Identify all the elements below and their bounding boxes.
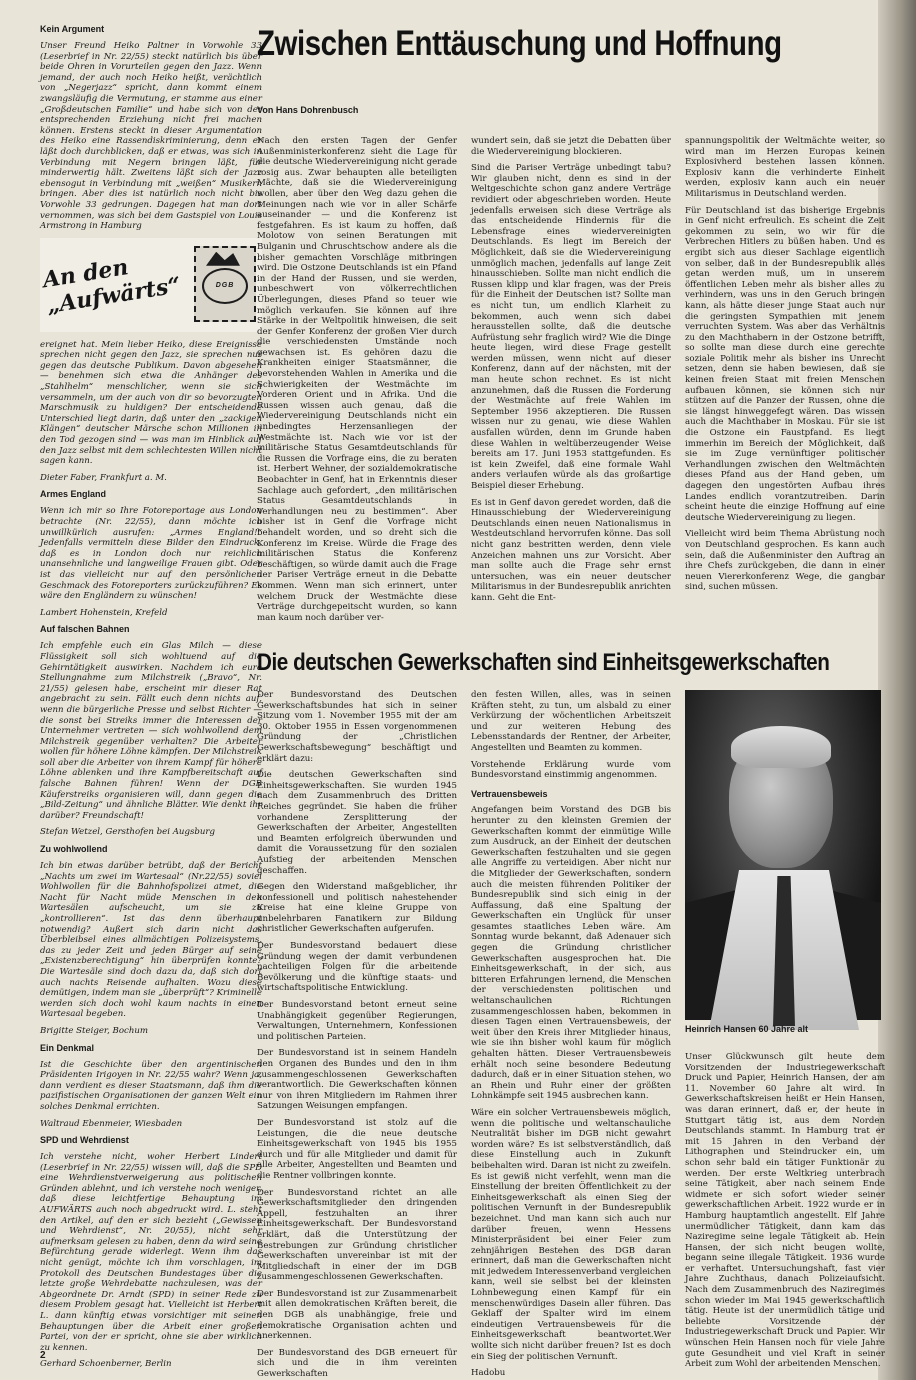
paragraph: Wäre ein solcher Vertrauensbeweis möglich, wenn die politische und weltanschauliche Neutralität bisher im DGB nicht gewahrt worden wäre? Es ist selbstverständlich, daß diese Einstellung auch in Zukunft beibehalten wird. Daran ist nicht zu zweifeln. Es ist gewiß nicht verfehlt, wenn man die Einstellung der breiten Öffentlichkeit zu der Einheitsgewerkschaft als einen Sieg der politischen Vernunft in der Bundesrepublik bezeichnet. Und man kann sich auch nur darüber freuen, wenn Hessens Ministerpräsident bei einer Feier zum zehnjährigen Bestehen des DGB daran erinnert, daß man die Gewerkschaften nicht mit jedwedem Interessenverband vergleichen kann, weil sie selbst bei der kleinsten Lohnbewegung einen Kampf für ein menschenwürdiges Dasein aller führen. Das Geklaff der Spalter wird im einem eindeutigen Vertrauensbeweis für die Einheitsgewerkschaft beantwortet.Wer wollte sich nicht darüber freuen? Ist es doch ein Sieg der politischen Vernunft. [471,1107,671,1362]
letter-body: Ich verstehe nicht, woher Herbert Lindert (Leserbrief in Nr. 22/55) wissen will, daß die SPD eine Wehrdienstverweigerung aus politischen Gründen ablehnt, und ich verstehe noch weniger, daß diese leichtfertige Behauptung im AUFWÄRTS auch noch abgedruckt wird. L. steht den Artikel, auf den er sich bezieht („Gewissen und Wehrdienst“, Nr. 20/55), nicht sehr aufmerksam gelesen zu haben, denn da wird seine Befürchtung gerade widerlegt. Wenn ihm das nicht genügt, möchte ich ihm vorschlagen, im Protokoll des Deutschen Bundestages über die letzte große Wehrdebatte nachzulesen, was der Abgeordnete Dr. Arndt (SPD) in seiner Rede zu diesem Problem gesagt hat. Vielleicht ist Herbert L. dann künftig etwas vorsichtiger mit seinen Behauptungen über die Arbeit einer großen Partei, von der er spricht, ohne sie aber wirklich zu kennen. [40,1152,262,1353]
paragraph: Sind die Pariser Verträge unbedingt tabu? Wir glauben nicht, denn es sind in der Weltgeschichte schon ganz andere Verträge revidiert oder abgeschrieben worden. Heute jedenfalls erweisen sich diese Verträge als das entscheidende Hindernis für die Lebensfrage eines wiedervereinigten Deutschlands. Es liegt im Bereich der Möglichkeit, daß sie die Wiedervereinigung unmöglich machen, jedenfalls auf lange Zeit hinausschieben. Sollte man nicht endlich die Russen klipp und klar fragen, was der Preis für die Einheit der Deutschen ist? Sollte man es nicht tun, um endlich Klarheit zu bekommen, auch wenn sich dabei herausstellen sollte, daß die deutsche Aufrüstung sehr fraglich wird? Wie die Dinge heute liegen, wird diese Frage gestellt werden müssen, wenn nicht auf dieser Konferenz, dann auf der nächsten, mit der man heute schon rechnet. Es ist nicht anzunehmen, daß die Russen die Forderung der Westmächte auf freie Wahlen im September 1956 akzeptieren. Die Russen wissen nur zu genau, wie diese Wahlen ausfallen würden, denn im Grunde haben diese Wahlen in weltüberzeugender Weise bereits am 17. Juni 1953 stattgefunden. Es ist kein Zweifel, daß eine formale Wahl anders verlaufen würde als das großartige Beispiel dieser Erhebung. [471,163,671,491]
letter-body: Ich empfehle euch ein Glas Milch — diese Flüssigkeit soll sich wohltuend auf die Gehirntätigkeit auswirken. Nachdem ich eure Stellungnahme zum Milchstreik („Bravo“, Nr. 21/55) gelesen habe, erscheint mir dieser Rat angebracht zu sein. Fällt euch denn nichts auf, wenn die bürgerliche Presse und selbst Richter — die sonst bei Streiks immer die Interessen der Unternehmer vertreten — sich wohlwollend dem Milchstreik gegenüber verhalten? Die Arbeiter wollen für höhere Löhne kämpfen. Der Milchstreik soll aber die Arbeiter von ihrem Kampf für höhere Löhne ablenken und ihre Kampfbereitschaft auf falsche Bahnen führen! Wenn der DGB Käuferstreiks organisieren will, dann gegen die „Bild-Zeitung“ und ähnliche Blätter. Wie denkt ihr darüber? Freundschaft! [40,641,262,821]
portrait-photo [685,690,881,1018]
paragraph: Der Bundesvorstand des Deutschen Gewerkschaftsbundes hat sich in seiner Sitzung vom 1. November 1955 mit der am 30. Oktober 1955 in Essen vorgenommenen Gründung der „Christlichen Gewerkschaftsbewegung“ beschäftigt und erklärt dazu: [257,690,457,764]
section-subhead: Vertrauensbeweis [471,788,548,799]
letter-signature: Gerhard Schoenberner, Berlin [40,1359,172,1370]
photo-hair [731,726,831,768]
paragraph: Für Deutschland ist das bisherige Ergebnis in Genf nicht erfreulich. Es scheint die Zeit gekommen zu sein, wo wir für die Verbrechen Hitlers zu büßen haben. Und es ergibt sich aus dieser Sachlage eigentlich von selber, daß in der Bundesrepublik alles getan werden muß, um in unserem öffentlichen Leben mehr als bisher alles zu verhindern, was uns in den Geruch bringen kann, als hätte dieser junge Staat auch nur die geringsten Sympathien mit jenem verruchten System. Was aber das Verhältnis zu den Machthabern in der Ostzone betrifft, so sollte man diese durch eine gerechte soziale Politik mehr als bisher ins Unrecht setzen, denn sie haben bewiesen, daß sie keinen freien Staat mit freien Menschen aufbauen können, sie können sich nur stützen auf die Panzer der Russen, ohne die sie längst hinweggefegt wären. Das wissen auch die Machthaber in Moskau. Für sie ist die Ostzone ein Faustpfand. Es liegt immerhin im Bereich der Möglichkeit, daß sie im Zuge vernünftiger politischer Verhandlungen zwischen den Weltmächten dieses Pfand aus der Hand geben, um dagegen den ungestörten Aufbau ihres Landes endlich vorantzutreiben. Darin scheint heute die einzige Hoffnung auf eine deutsche Wiedervereinigung zu liegen. [685,205,885,523]
paragraph: Der Bundesvorstand ist in seinem Handeln den Organen des Bundes und den in ihm zusammengeschlossenen Gewerkschaften verantwortlich. Die Gewerkschaften können nur von ihren Mitgliedern im Rahmen ihrer Satzungen Weisungen empfangen. [257,1048,457,1112]
letter-heading: Zu wohlwollend [40,844,108,855]
letter [40,1043,262,1130]
paragraph: Gegen den Widerstand maßgeblicher, ihr konfessionell und politisch nahestehender Kreise hat eine kleine Gruppe von unbelehrbaren Fanatikern zur Bildung christlicher Gewerkschaften aufgerufen. [257,882,457,935]
paragraph: Der Bundesvorstand richtet an alle Gewerkschaftsmitglieder den dringenden Appell, festzuhalten an ihrer Einheitsgewerkschaft. Der Bundesvorstand erklärt, daß die Unterstützung der Bestrebungen zur Gründung christlicher Gewerkschaften unvereinbar ist mit der Mitgliedschaft in einer der im DGB zusammengeschlossenen Gewerkschaften. [257,1187,457,1283]
paragraph: wundert sein, daß sie jetzt die Debatten über die Wiedervereinigung blockieren. [471,136,671,157]
letter [40,1135,262,1370]
paragraph: Nach den ersten Tagen der Genfer Außenministerkonferenz sieht die Lage für die deutsche Wiedervereinigung nicht gerade rosig aus. Zwar behaupten alle beteiligten Mächte, daß sie die Wiedervereinigung wollen, aber über den Weg dazu gehen die Meinungen nach wie vor in aller Schärfe auseinander — und die Konferenz ist festgefahren. Es ist kaum zu hoffen, daß Molotow von seinen Beratungen mit Bulganin und Chruschtschow andere als die bisher gemachten Vorschläge mitbringen wird. Die Ostzone Deutschlands ist ein Pfand in der Hand der Russen, und sie werden, unbeschwert von völkerrechtlichen Überlegungen, dieses Pfand so teuer wie möglich verkaufen. Sie können auf ihre Stärke in der Weltpolitik hinweisen, die seit der Genfer Konferenz der großen Vier durch die verschiedensten Umstände noch gewachsen ist. Es gehören dazu die Krankheiten einiger Staatsmänner, die bevorstehenden Wahlen in Amerika und die Schwierigkeiten der Westmächte im Vorderen Orient und in Afrika. Und die Russen wissen auch genau, daß die Wiedervereinigung Deutschlands nicht ein unbedingtes Herzensanliegen der Westmächte ist. Nach wie vor ist der militärische Status Gesamtdeutschlands für die Russen die Vorfrage eins, die zu beraten ist. Herbert Wehner, der sozialdemokratische Beobachter in Genf, hat in Erkenntnis dieser Sachlage auch gefordert, „den militärischen Status Gesamtdeutschlands in Verhandlungen neu zu bestimmen“. Aber bisher ist in Genf die Vorfrage nicht behandelt worden, und so dreht sich die Konferenz im Kreise. Würde die Frage des militärischen Status die Konferenz beschäftigen, so würde damit auch die Frage der Pariser Verträge erneut in die Debatte kommen. Wenn man sich erinnert, unter welchem Druck der Westmächte diese Verträge durchgepeitscht wurden, so kann man kaum noch darüber ver- [257,136,457,623]
letter [40,24,262,232]
paragraph: Der Bundesvorstand bedauert diese Gründung wegen der damit verbundenen nachteiligen Folgen für die arbeitende Bevölkerung und die künftige staats- und wirtschaftspolitische Entwicklung. [257,941,457,994]
letter-signature: Dieter Faber, Frankfurt a. M. [40,472,167,483]
paragraph: Angefangen beim Vorstand des DGB bis herunter zu den kleinsten Gremien der Gewerkschaften kommt der einmütige Wille zum Ausdruck, an der Einheit der deutschen Gewerkschaften festzuhalten und sie gegen alle Angriffe zu verteidigen. Aber nicht nur die Mitglieder der Gewerkschaften, sondern auch die meisten führenden Politiker der Bundesrepublik sind sich einig in der Auffassung, daß eine Spaltung der Gewerkschaften ein Unglück für unser gesamtes staatliches Leben wäre. Am Sonntag wurde bekannt, daß Adenauer sich gegen die Gründung christlicher Gewerkschaften ausgesprochen hat. Die Einheitsgewerkschaft, in der sich, aus bitteren Erfahrungen lernend, die Menschen der verschiedensten politischen und weltanschaulichen Richtungen zusammengeschlossen haben, bekommen in diesen Tagen einen Vertrauensbeweis, der weit über den Kreis ihrer Mitglieder hinaus, wie sie ihn bisher wohl kaum für möglich gehalten hätten. Dieser Vertrauensbeweis erhält noch seine besondere Bedeutung dadurch, daß er in einer Situation stehen, wo an Rhein und Ruhr einer der größten Lohnkämpfe seit 1945 ausbrechen kann. [471,805,671,1102]
letter-body: Ich bin etwas darüber betrübt, daß der Bericht „Nachts um zwei im Wartesaal“ (Nr.22/55) soviel Wohlwollen für die Bahnhofspolizei atmet, die Nacht für Nacht müde Menschen in den Wartesälen aufscheucht, um sie zu „kontrollieren“. Ist das denn überhaupt notwendig? Außert sich darin nicht das Überbleibsel eines allmächtigen Polizeisystems, das zu jeder Zeit und jeden Bürger auf seine „Existenzberechtigung“ hin überprüfen konnte? Die Wartesäle sind doch dazu da, daß sich dort auch nachts Reisende aufhalten. Wozu diese demütigen, indem man sie „überprüft“? Kriminelle werden sich doch wohl kaum nachts in einen Wartesaal begeben. [40,861,262,1020]
paragraph: Der Bundesvorstand betont erneut seine Unabhängigkeit gegenüber Regierungen, Verwaltungen, Unternehmern, Konfessionen und politischen Parteien. [257,1000,457,1042]
letter-signature: Stefan Wetzel, Gersthofen bei Augsburg [40,827,216,838]
paragraph: Der Bundesvorstand des DGB erneuert für sich und die in ihm vereinten Gewerkschaften [257,1347,457,1380]
letter-body: Unser Freund Heiko Paltner in Vorwohle 33 (Leserbrief in Nr. 22/55) steckt natürlich bis über beide Ohren in Vorurteilen gegen den Jazz. Wenn jemand, der auch noch Heiko heißt, verächtlich von „Negerjazz“ spricht, dann kommt einem zwangsläufig die Vermutung, er stamme aus einer „Großdeutschen Familie“ und habe sich von der entsprechenden Erziehung nicht frei machen können. Erstens steckt in dieser Argumentation des Heiko eine Rassendiskriminierung, denn er läßt doch durchblicken, daß er etwas, was sich in Verbindung mit Negern bringen läßt, für minderwertig hält. Zweitens läßt sich der Jazz ebensogut in Verbindung mit „weißen“ Musikern bringen. Aber dies ist natürlich noch nicht bis Vorwohle 33 gedrungen. Dagegen hat man dort vernommen, was sich bei dem Gastspiel von Louis Armstrong in Hamburg [40,41,262,232]
article-column [257,690,457,1380]
article-column [685,136,885,593]
paragraph: Es ist in Genf davon geredet worden, daß die Hinausschiebung der Wiedervereinigung Deutschlands einen neuen Nationalismus in Westdeutschland hervorrufen könne. Das soll nicht ganz bestritten werden, denn viele Anzeichen mahnen uns zur Vorsicht. Aber man sollte auch die Frage sehr ernst untersuchen, was ein neuer deutscher Militarismus in der Bundesrepublik anrichten kann. Geht die Ent- [471,497,671,603]
letter [40,844,262,1037]
letters-column [40,24,262,1370]
paragraph: Der Bundesvorstand ist zur Zusammenarbeit mit allen demokratischen Kräften bereit, die den DGB als unabhängige, freie und demokratische Organisation achten und anerkennen. [257,1288,457,1342]
letters-logo-text: An den „Aufwärts“ [40,253,183,319]
paragraph: Der Bundesvorstand ist stolz auf die Leistungen, die die neue deutsche Einheitsgewerkschaft von 1945 bis 1955 durch und für alle Mitglieder und damit für alle Arbeiter, Angestellten und Beamten und die Rentner vollbringen konnte. [257,1117,457,1181]
page-number: 2 [40,1350,46,1361]
article-headline: Zwischen Enttäuschung und Hoffnung [257,24,782,63]
letter-body: Ist die Geschichte über den argentinischen Präsidenten Irigoyen in Nr. 22/55 wahr? Wenn ja, dann verdient es dieser Staatsmann, daß ihm die pazifistischen Organisationen der ganzen Welt ein solches Denkmal errichten. [40,1059,262,1112]
article-byline: Von Hans Dohrenbusch [257,105,359,115]
stamp-logo: DGB [202,268,248,304]
letter [40,489,262,618]
paragraph: Die deutschen Gewerkschaften sind Einheitsgewerkschaften. Sie wurden 1945 nach dem Zusammenbruch des Dritten Reiches gegründet. Sie haben die früher vorhandene Zersplitterung der Gewerkschaften der Arbeiter, Angestellten und Beamten erfolgreich überwunden und damit die Voraussetzung für den sozialen Aufstieg der arbeitenden Menschen geschaffen. [257,770,457,876]
letter-signature: Lambert Hohenstein, Krefeld [40,607,168,618]
article-column [685,1052,885,1370]
letter-continuation [40,340,262,484]
article-column [257,136,457,623]
letter-signature: Waltraud Ebenmeier, Wiesbaden [40,1118,183,1129]
article-column [471,690,671,1379]
letter-signature: Brigitte Steiger, Bochum [40,1025,149,1036]
paragraph: den festen Willen, alles, was in seinen Kräften steht, zu tun, um alsbald zu einer Verkürzung der wöchentlichen Arbeitszeit und zur weiteren Hebung des Lebensstandards der Rentner, der Arbeiter, Angestellten und Beamten zu kommen. [471,690,671,753]
letter-heading: Auf falschen Bahnen [40,624,130,635]
letter-body: ereignet hat. Mein lieber Heiko, diese Ereignisse sprechen nicht gegen den Jazz, sie sprechen nur gegen das deutsche Publikum. Davon abgesehen — benehmen sich etwa die Anhänger des „Stahlhelm“ menschlicher, wenn sie sich versammeln, um der auch von dir so bevorzugten Marschmusik zu huldigen? Der entscheidende Unterschied liegt darin, daß unter den „zackigen Klängen“ deutscher Märsche schon Millionen in den Tod gezogen sind — was man im Hinblick auf den Jazz selbst mit dem schlechtesten Willen nicht sagen kann. [40,339,262,467]
letter-heading: SPD und Wehrdienst [40,1135,129,1146]
author-signature: Hadobu [471,1368,506,1379]
letter-body: Wenn ich mir so Ihre Fotoreportage aus London betrachte (Nr. 22/55), dann möchte ich unwillkürlich ausrufen: „Armes England!“ Jedenfalls vermitteln diese Bilder den Eindruck, daß es in London doch nur reichlich unansehnliche und langweilige Frauen gibt. Oder ist das vielleicht nur auf den persönlichen Geschmack des Fotoreporters zurückzuführen? Es wäre den Engländern zu wünschen! [40,506,262,602]
letter-heading: Ein Denkmal [40,1042,95,1053]
paragraph: Unser Glückwunsch gilt heute dem Vorsitzenden der Industriegewerkschaft Druck und Papier, Heinrich Hansen, der am 11. November 60 Jahre alt wird. In Gewerkschaftskreisen heißt er Hein Hansen, was daran erinnert, daß er, der heute in Stuttgart tätig ist, aus dem Norden Deutschlands stammt. In Hamburg trat er mit 15 Jahren in den Verband der Lithographen und Steindrucker ein, um schon sehr bald ein tätiger Funktionär zu werden. Der erste Weltkrieg unterbrach seine Tätigkeit, aber nach seinem Ende widmete er sich sofort wieder seiner gewerkschaftlichen Arbeit. 1922 wurde er in Hamburg hauptamtlich angestellt. Elf Jahre unermüdlicher Tätigkeit, dann kam das Naziregime seine legale Tätigkeit ab. Hein Hansen, der sich nicht beugen wollte, begann seine illegale Tätigkeit. 1936 wurde er verhaftet. Untersuchungshaft, fast vier Jahre Zuchthaus, danach Polizeiaufsicht. Nach dem Zusammenbruch des Naziregimes schon wieder im Mai 1945 gewerkschaftlich tätig. Heute ist der unermüdlich tätige und beliebte Vorsitzende der Industriegewerkschaft Druck und Papier. Wir wünschen Hein Hansen noch für viele Jahre gute Gesundheit und viel Kraft in seiner Arbeit zum Wohl der arbeitenden Menschen. [685,1052,885,1370]
photo-caption: Heinrich Hansen 60 Jahre alt [685,1024,809,1034]
dgb-stamp-icon [194,246,256,322]
article-column [471,136,671,603]
paragraph: Vorstehende Erklärung wurde vom Bundesvorstand einstimmig angenommen. [471,759,671,781]
paragraph: spannungspolitik der Weltmächte weiter, so wird man im Herzen Europas keinen Explosivherd bestehen lassen können. Explosiv kann die verhinderte Einheit werden, explosiv kann auch ein neuer Militarismus in Deutschland werden. [685,136,885,199]
letter-heading: Armes England [40,489,107,500]
letters-logo [40,238,262,332]
article-headline: Die deutschen Gewerkschaften sind Einheitsgewerkschaften [257,649,830,676]
flame-icon [206,252,240,266]
paragraph: Vielleicht wird beim Thema Abrüstung noch von Deutschland gesprochen. Es kann auch sein, daß die Außenminister den Auftrag an ihre Chefs zurückgeben, die dann in einer neuen Viererkonferenz Wege, die gangbar sind, suchen müssen. [685,529,885,593]
letter-heading: Kein Argument [40,24,105,34]
letter [40,624,262,838]
